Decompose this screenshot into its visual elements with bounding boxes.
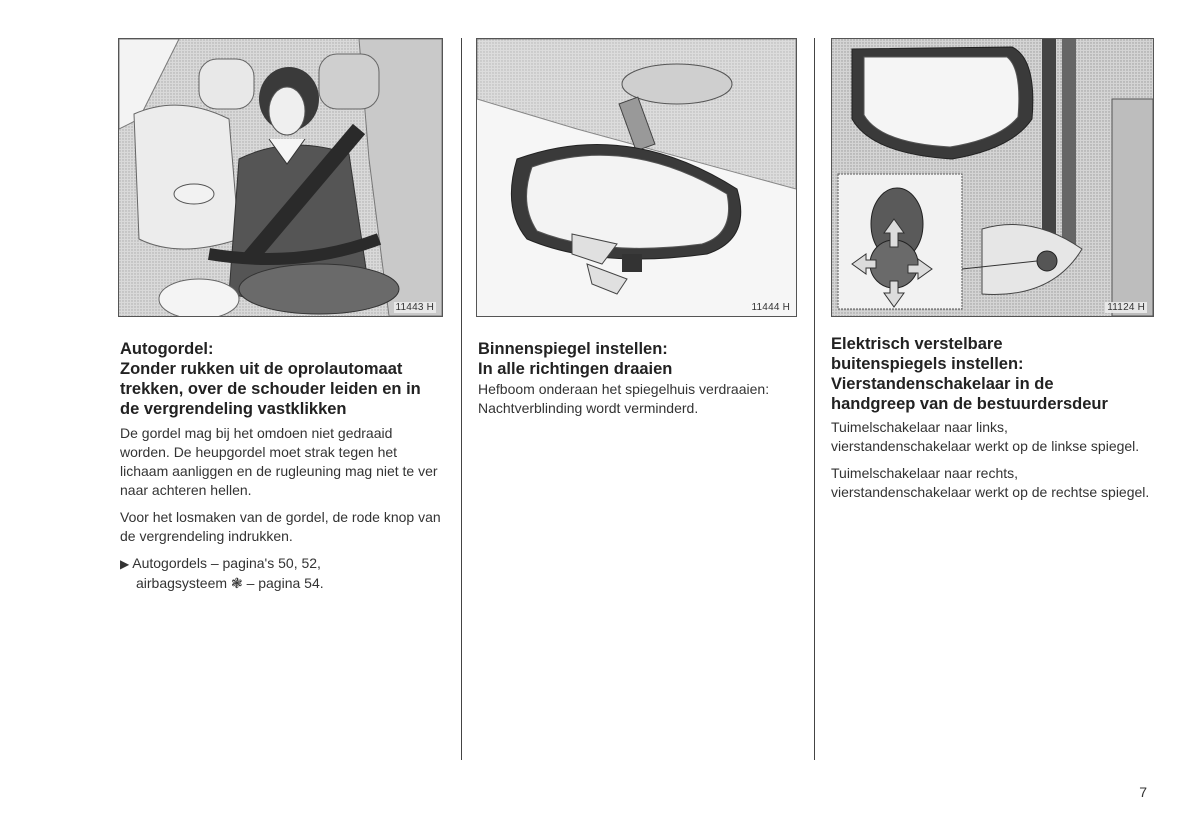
heading-line: handgreep van de bestuurdersdeur	[831, 395, 1108, 413]
reference-line-2-suffix: – pagina 54.	[246, 575, 324, 591]
cross-reference	[120, 554, 445, 593]
section-body-exterior-mirror	[831, 418, 1151, 510]
heading-line: Zonder rukken uit de oprolautomaat	[120, 360, 403, 378]
paragraph: De gordel mag bij het omdoen niet gedraaid worden. De heupgordel moet strak tegen het lichaam aanliggen en de rugleuning mag niet te ver naar achteren hellen.	[120, 425, 438, 498]
section-heading-seatbelt	[120, 339, 450, 419]
heading-line: Autogordel:	[120, 340, 214, 358]
heading-line: buitenspiegels instellen:	[831, 355, 1024, 373]
column-divider-2	[814, 38, 815, 760]
paragraph: Tuimelschakelaar naar rechts, vierstandenschakelaar werkt op de rechtse spiegel.	[831, 465, 1150, 500]
heading-line: de vergrendeling vastklikken	[120, 400, 347, 418]
paragraph: Tuimelschakelaar naar links, vierstandenschakelaar werkt op de linkse spiegel.	[831, 419, 1140, 454]
reference-line-2-prefix: airbagsysteem	[136, 575, 228, 591]
figure-number: 11444 H	[751, 302, 790, 313]
interior-mirror-illustration	[477, 39, 796, 316]
heading-line: trekken, over de schouder leiden en in	[120, 380, 421, 398]
page-number: 7	[1139, 784, 1147, 800]
paragraph: Hefboom onderaan het spiegelhuis verdraaien: Nachtverblinding wordt verminderd.	[478, 381, 770, 416]
reference-line-1: Autogordels – pagina's 50, 52,	[132, 555, 321, 571]
section-heading-interior-mirror	[478, 339, 808, 379]
airbag-icon: ❃	[230, 575, 243, 591]
heading-line: In alle richtingen draaien	[478, 360, 673, 378]
heading-line: Vierstandenschakelaar in de	[831, 375, 1054, 393]
section-body-interior-mirror	[478, 380, 798, 426]
figure-number: 11443 H	[395, 302, 434, 313]
section-body-seatbelt	[120, 424, 445, 593]
figure-interior-mirror	[476, 38, 797, 317]
column-divider-1	[461, 38, 462, 760]
figure-seatbelt	[118, 38, 443, 317]
section-heading-exterior-mirror	[831, 334, 1166, 414]
arrow-right-icon: ▶	[120, 557, 130, 571]
figure-exterior-mirror	[831, 38, 1154, 317]
paragraph: Voor het losmaken van de gordel, de rode knop van de vergrendeling indrukken.	[120, 509, 441, 544]
heading-line: Elektrisch verstelbare	[831, 335, 1003, 353]
figure-number: 11124 H	[1107, 302, 1145, 313]
exterior-mirror-illustration	[832, 39, 1153, 316]
heading-line: Binnenspiegel instellen:	[478, 340, 668, 358]
seatbelt-illustration	[119, 39, 442, 316]
